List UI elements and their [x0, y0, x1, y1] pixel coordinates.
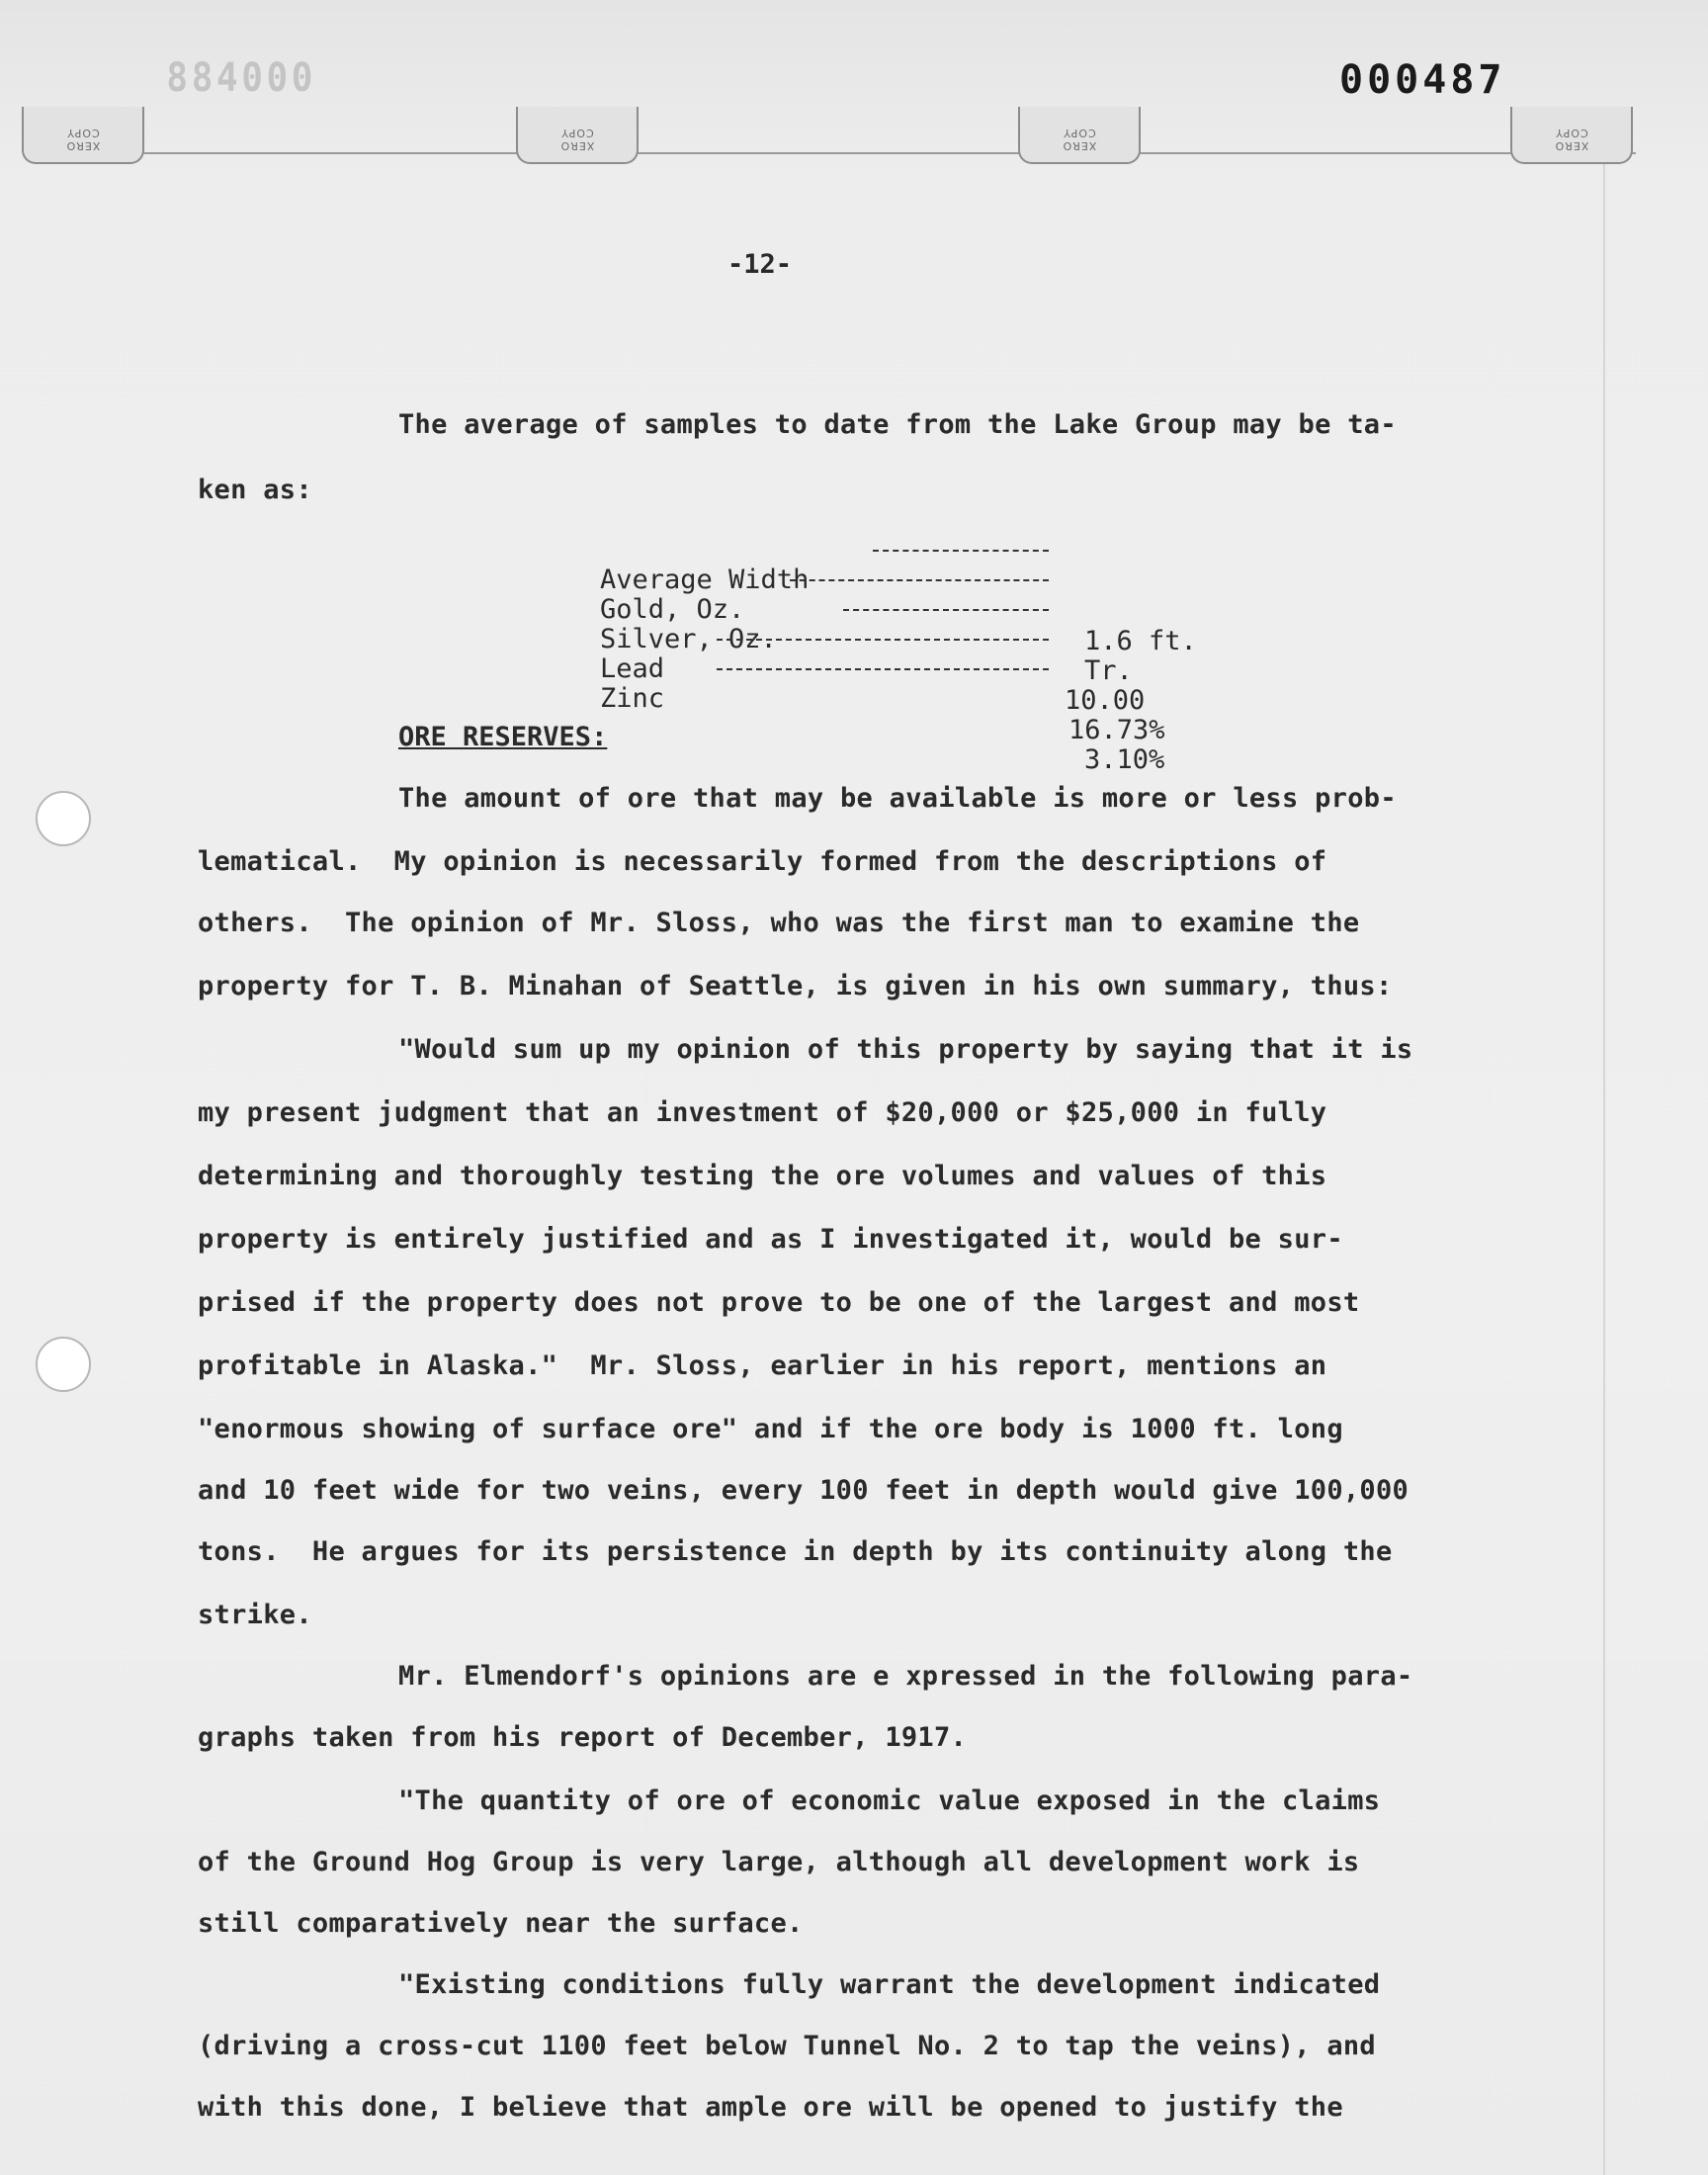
- xero-copy-tab: [1018, 107, 1141, 164]
- xero-copy-label: XERO COPY: [1554, 127, 1589, 152]
- body-line: property for T. B. Minahan of Seattle, is given in his own summary, thus:: [198, 971, 1393, 1001]
- punch-hole: [36, 791, 91, 846]
- body-line: still comparatively near the surface.: [198, 1908, 804, 1939]
- sample-label: Silver, Oz.: [600, 624, 777, 654]
- body-line: (driving a cross-cut 1100 feet below Tunnel No. 2 to tap the veins), and: [198, 2031, 1376, 2061]
- page-edge-line: [1603, 154, 1605, 2175]
- xero-copy-label: XERO COPY: [65, 127, 101, 152]
- sample-label: Gold, Oz.: [600, 594, 745, 625]
- sample-value: 10.00: [1065, 685, 1146, 716]
- page-code-stamp: 000487: [1339, 57, 1506, 103]
- body-line: determining and thoroughly testing the ore volumes and values of this: [198, 1161, 1327, 1191]
- body-line: strike.: [198, 1600, 312, 1630]
- leader-dashes: [873, 550, 1049, 552]
- body-line: tons. He argues for its persistence in depth by its continuity along the: [198, 1536, 1393, 1567]
- sample-label: Zinc: [600, 683, 665, 714]
- body-line: Mr. Elmendorf's opinions are e xpressed in the following para-: [398, 1661, 1413, 1692]
- body-line: profitable in Alaska." Mr. Sloss, earlier in his report, mentions an: [198, 1350, 1327, 1381]
- leader-dashes: [717, 639, 1049, 641]
- sample-value: 3.10%: [1084, 744, 1165, 775]
- intro-line: The average of samples to date from the Lake Group may be ta-: [398, 409, 1397, 440]
- sample-value: 1.6 ft.: [1084, 626, 1197, 656]
- leader-dashes: [843, 609, 1049, 611]
- xero-copy-tab: [1510, 107, 1633, 164]
- body-line: of the Ground Hog Group is very large, although all development work is: [198, 1847, 1360, 1877]
- body-line: lematical. My opinion is necessarily formed from the descriptions of: [198, 846, 1327, 877]
- leader-dashes: [717, 668, 1049, 670]
- copy-edge-line: [30, 152, 1636, 154]
- xero-copy-label: XERO COPY: [559, 127, 595, 152]
- body-line: others. The opinion of Mr. Sloss, who was the first man to examine the: [198, 908, 1360, 938]
- body-line: "enormous showing of surface ore" and if the ore body is 1000 ft. long: [198, 1414, 1343, 1444]
- body-line: graphs taken from his report of December, 1917.: [198, 1722, 968, 1753]
- leader-dashes: [790, 579, 1049, 581]
- sample-value: Tr.: [1084, 655, 1133, 686]
- sample-label: Average Width: [600, 565, 810, 595]
- body-line: "The quantity of ore of economic value exposed in the claims: [398, 1785, 1381, 1816]
- body-line: The amount of ore that may be available is more or less prob-: [398, 783, 1397, 814]
- sample-label: Lead: [600, 653, 665, 684]
- body-line: my present judgment that an investment of $20,000 or $25,000 in fully: [198, 1097, 1327, 1128]
- body-line: "Existing conditions fully warrant the development indicated: [398, 1969, 1381, 2000]
- page-number: -12-: [727, 249, 793, 280]
- body-line: prised if the property does not prove to be one of the largest and most: [198, 1287, 1360, 1318]
- body-line: with this done, I believe that ample ore will be opened to justify the: [198, 2092, 1343, 2123]
- body-line: property is entirely justified and as I investigated it, would be sur-: [198, 1224, 1343, 1255]
- body-line: "Would sum up my opinion of this property by saying that it is: [398, 1034, 1413, 1065]
- xero-copy-label: XERO COPY: [1062, 127, 1097, 152]
- faded-page-stamp: 884000: [166, 55, 317, 101]
- xero-copy-tab: [22, 107, 144, 164]
- ore-reserves-heading: ORE RESERVES:: [398, 722, 608, 752]
- xero-copy-tab: [516, 107, 639, 164]
- sample-value: 16.73%: [1068, 715, 1165, 745]
- punch-hole: [36, 1337, 91, 1392]
- intro-line: ken as:: [198, 475, 312, 505]
- body-line: and 10 feet wide for two veins, every 100 feet in depth would give 100,000: [198, 1475, 1409, 1506]
